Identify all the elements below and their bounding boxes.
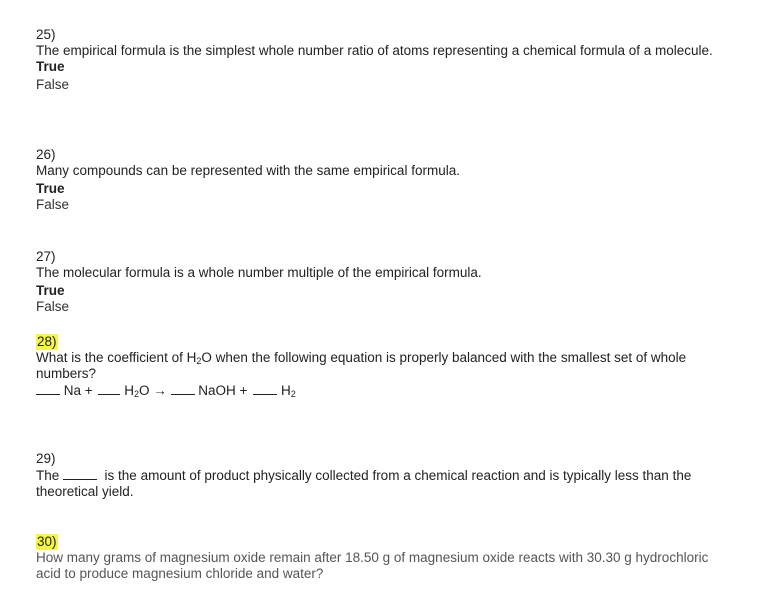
question-28 xyxy=(36,334,736,399)
question-30 xyxy=(36,534,736,582)
question-26 xyxy=(36,147,736,213)
arrow-icon: → xyxy=(153,383,167,398)
question-number-highlighted: 30) xyxy=(37,534,57,549)
option-true[interactable]: True xyxy=(36,59,65,74)
question-25 xyxy=(36,27,736,93)
option-true[interactable]: True xyxy=(36,283,65,298)
coefficient-blank-2[interactable] xyxy=(98,382,120,395)
option-false[interactable]: False xyxy=(36,77,70,92)
option-true[interactable]: True xyxy=(36,181,65,196)
question-number: 29) xyxy=(36,451,56,466)
coefficient-blank-3[interactable] xyxy=(171,382,195,395)
question-29 xyxy=(36,451,736,500)
chemical-equation: $Na + H_2O$ → NaOH + $H_2$ xyxy=(36,382,736,399)
option-false[interactable]: False xyxy=(36,197,70,212)
question-text: Many compounds can be represented with the same empirical formula. xyxy=(36,163,460,178)
coefficient-blank-1[interactable] xyxy=(36,382,60,395)
question-text: The is the amount of product physically collected from a chemical reaction and is typically less than the theoretical yield. xyxy=(36,468,692,499)
question-text: The empirical formula is the simplest whole number ratio of atoms representing a chemical formula of a molecule. xyxy=(36,43,713,58)
option-false[interactable]: False xyxy=(36,299,70,314)
question-number: 27) xyxy=(36,249,56,264)
question-number: 25) xyxy=(36,27,56,42)
answer-blank[interactable] xyxy=(63,467,97,480)
question-text: What is the coefficient of $H_2O$ when the following equation is properly balanced with the smallest set of whole numbers? xyxy=(36,350,687,381)
question-number: 26) xyxy=(36,147,56,162)
question-text: How many grams of magnesium oxide remain after 18.50 g of magnesium oxide reacts with 30.30 g hydrochloric acid to produce magnesium chloride and water? xyxy=(36,550,709,581)
question-text: The molecular formula is a whole number multiple of the empirical formula. xyxy=(36,265,482,280)
coefficient-blank-4[interactable] xyxy=(253,382,277,395)
question-number-highlighted: 28) xyxy=(37,334,57,349)
question-27 xyxy=(36,249,736,315)
